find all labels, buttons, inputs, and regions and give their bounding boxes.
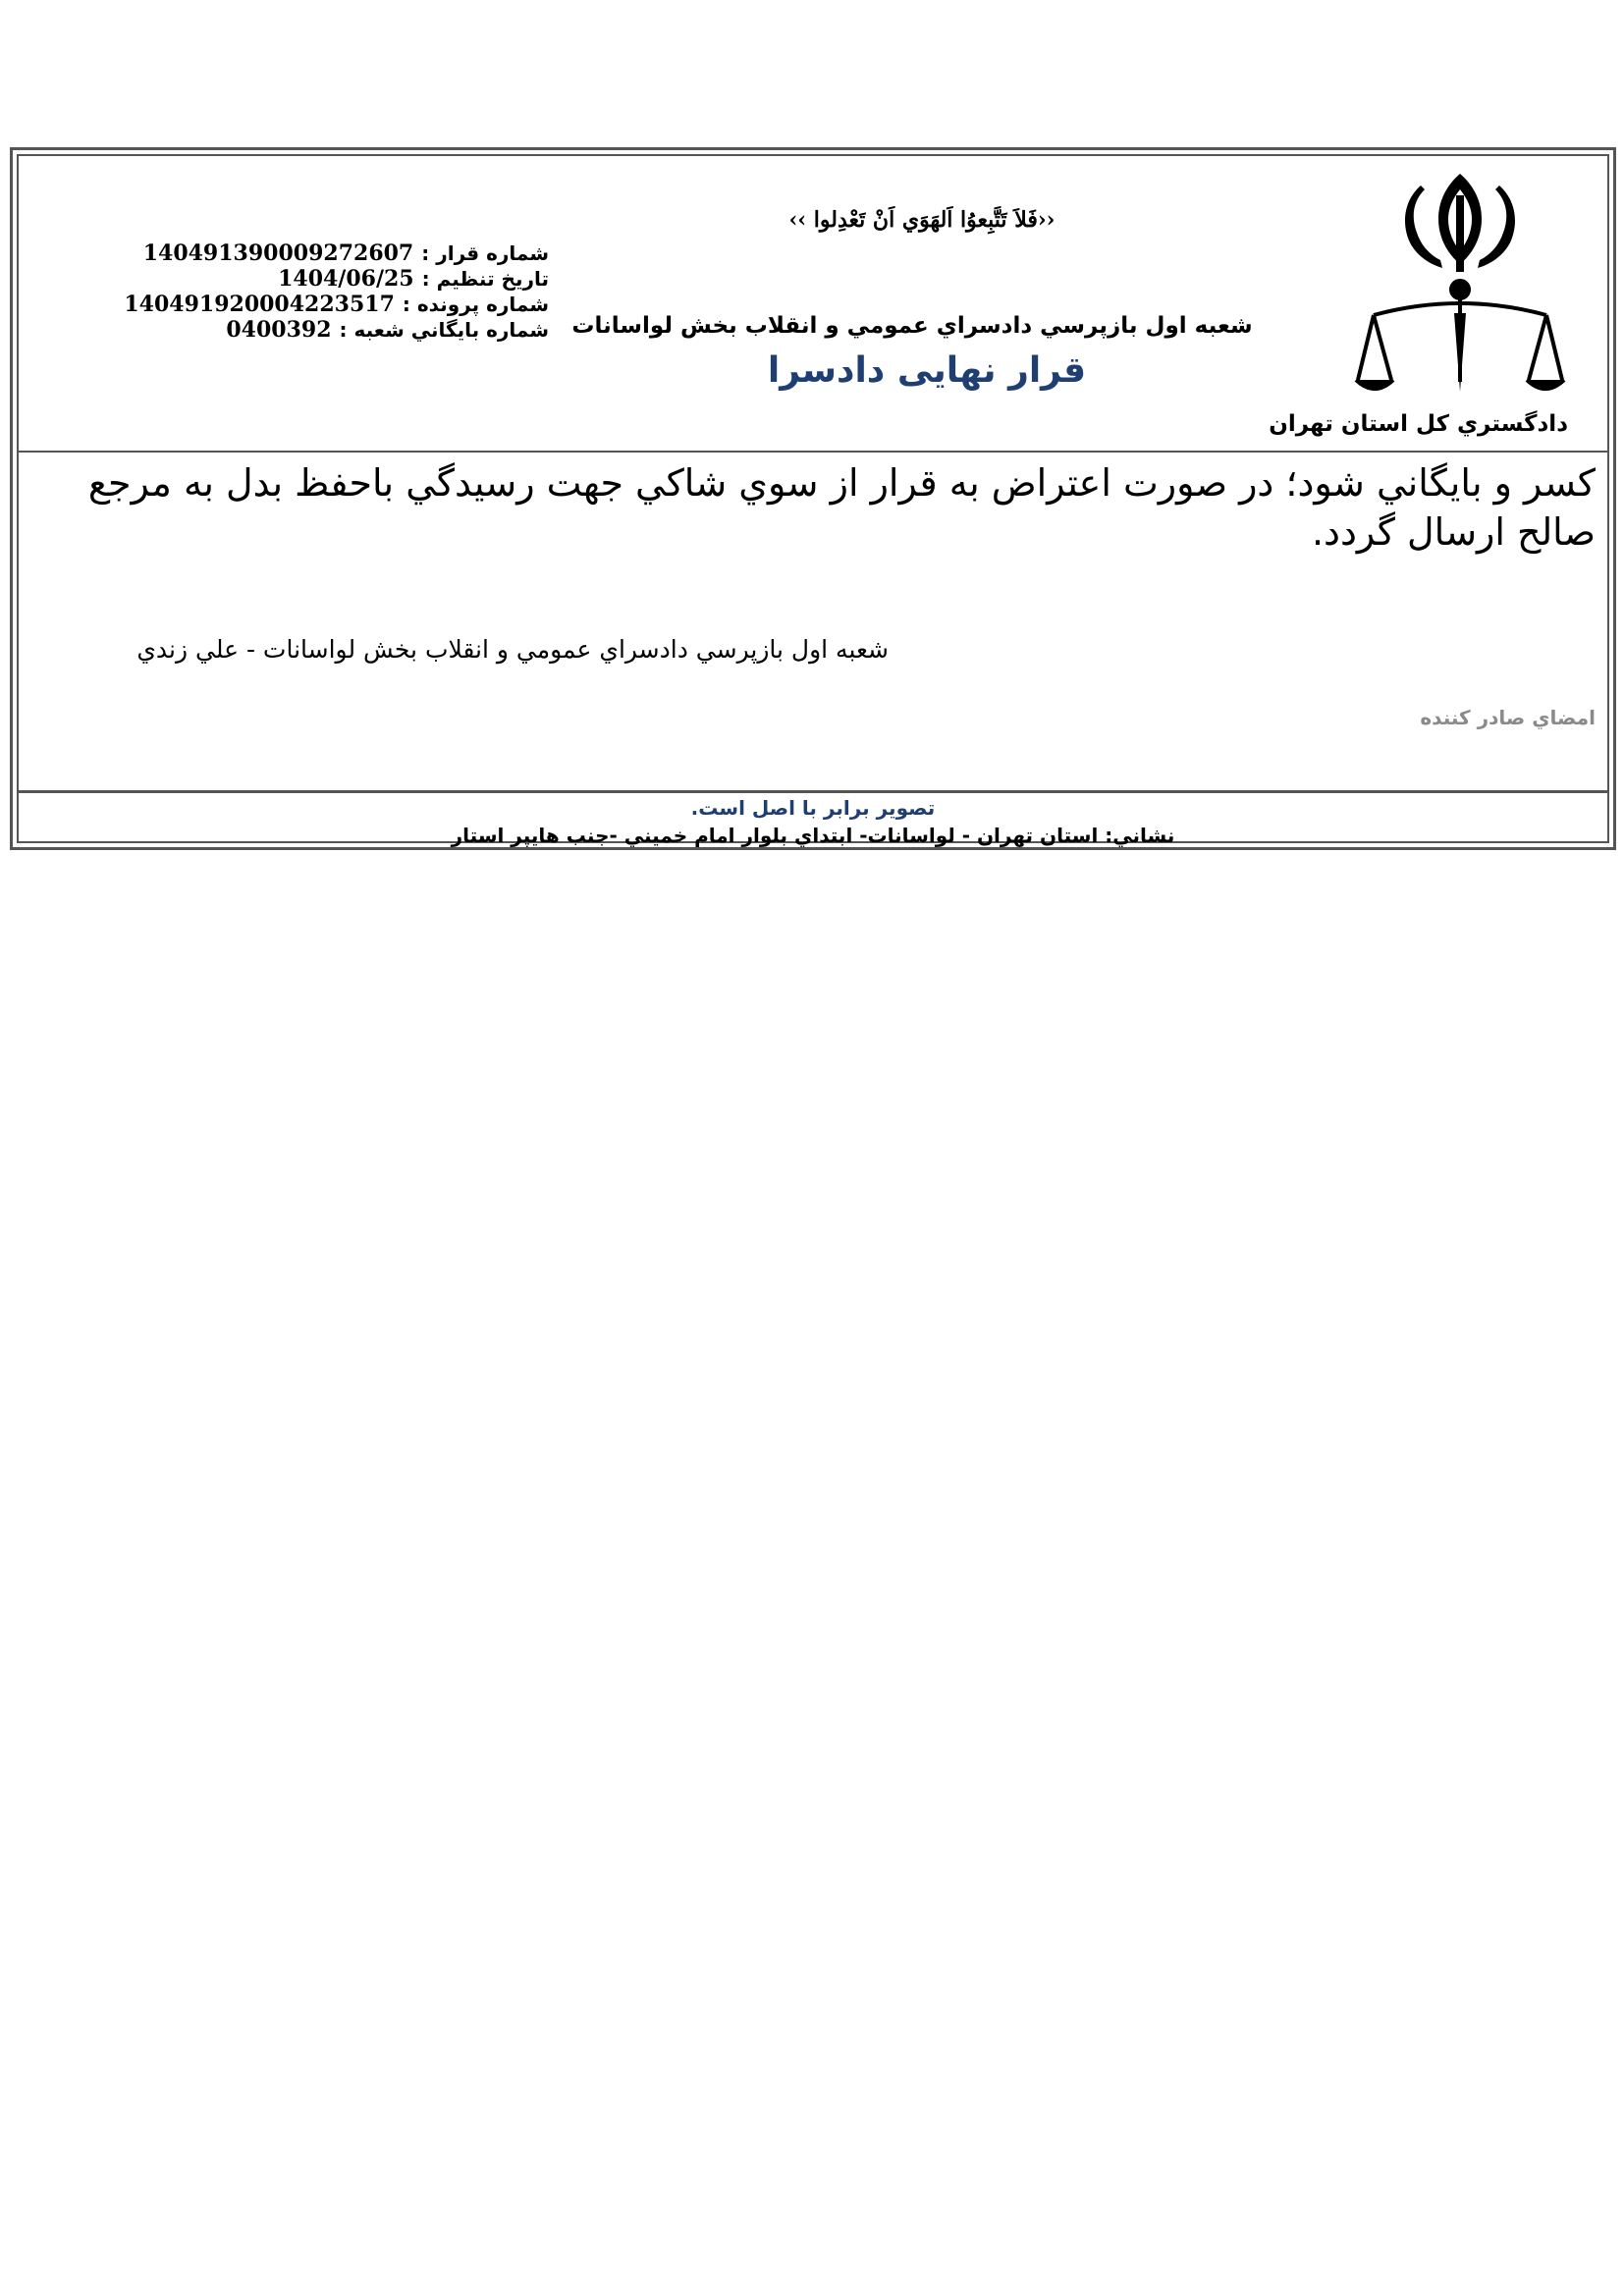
decision-body-text: كسر و بايگاني شود؛ در صورت اعتراض به قرار از سوي شاكي جهت رسيدگي باحفظ بدل به مرجع صالح ارسال گردد. [87, 461, 1596, 554]
signer-line: شعبه اول بازپرسي دادسراي عمومي و انقلاب بخش لواسانات - علي زندي [136, 635, 889, 664]
court-address: نشاني: استان تهران - لواسانات- ابتداي بلوار امام خميني -جنب هايپر استار [451, 824, 1175, 847]
meta-label: شماره پرونده : [402, 293, 549, 316]
header-divider [19, 451, 1607, 453]
header [19, 156, 1607, 451]
meta-label: شماره بايگاني شعبه : [339, 318, 549, 342]
document-title: قرار نهایی دادسرا [767, 350, 1087, 391]
meta-row-decision-number [142, 240, 549, 266]
meta-row-case-number [124, 292, 549, 317]
copy-certification-note: تصوير برابر با اصل است. [690, 796, 936, 820]
meta-label: تاريخ تنظيم : [421, 267, 549, 291]
meta-label: شماره قرار : [421, 241, 549, 265]
footer-divider [19, 790, 1607, 793]
document-metadata [124, 240, 549, 343]
meta-value: 140491920004223517 [124, 292, 395, 317]
document-frame [10, 147, 1616, 850]
court-name: دادگستري كل استان تهران [1269, 411, 1568, 437]
meta-row-date [156, 266, 549, 292]
signature-caption: امضاي صادر كننده [1420, 706, 1596, 729]
meta-value: 140491390009272607 [142, 240, 414, 266]
justice-scales-emblem-icon [1352, 166, 1568, 401]
meta-row-archive-number [156, 317, 549, 343]
inner-frame [17, 154, 1609, 847]
branch-title: شعبه اول بازپرسي دادسراي عمومي و انقلاب بخش لواسانات [571, 313, 1253, 339]
quran-verse: ‹‹فَلاَ تَتَّبِعوُا اَلهَوَي اَنْ تَعْدِلوا ›› [788, 207, 1056, 233]
meta-value: 0400392 [226, 317, 332, 343]
meta-value: 1404/06/25 [278, 266, 414, 292]
